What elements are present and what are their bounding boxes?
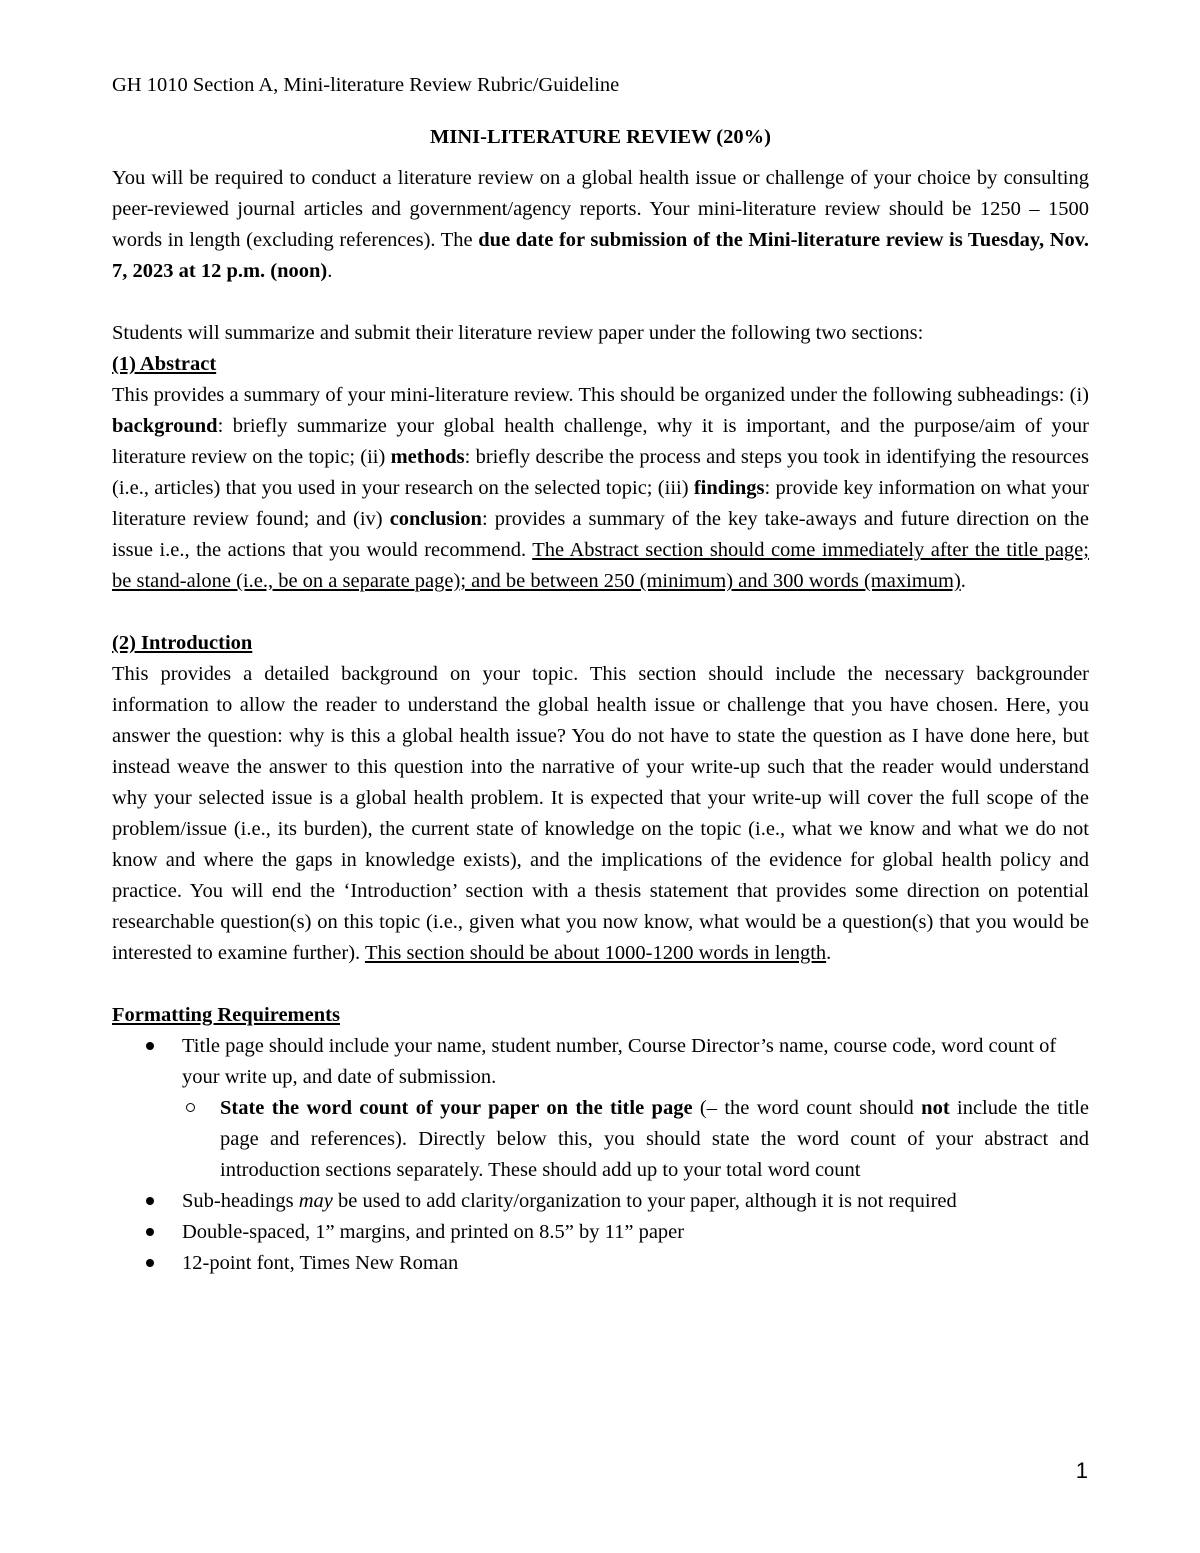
intro-paragraph [112, 163, 1089, 287]
spacer [112, 287, 1089, 318]
formatting-list [112, 1031, 1089, 1279]
introduction-requirement: This section should be about 1000-1200 words in length [364, 942, 827, 964]
abstract-end: . [960, 570, 966, 592]
keyword-findings: findings [693, 477, 765, 499]
word-count-text-1: (– the word count should [692, 1097, 922, 1119]
abstract-text-1: This provides a summary of your mini-literature review. This should be organized under the following subheadings: (i) [112, 384, 1089, 406]
bullet-subheadings-may: may [298, 1190, 333, 1212]
introduction-end: . [826, 942, 832, 964]
list-item [112, 1186, 1089, 1217]
sections-intro: Students will summarize and submit their literature review paper under the following two sections: [112, 322, 924, 344]
keyword-conclusion: conclusion [389, 508, 482, 530]
page-number: 1 [1075, 1458, 1088, 1483]
word-count-instruction: State the word count of your paper on the title page [220, 1097, 693, 1119]
keyword-methods: methods [390, 446, 465, 468]
abstract-text-4: : provide key information on what your literature review found; and (iv) [112, 477, 1089, 530]
bullet-title-page: Title page should include your name, student number, Course Director’s name, course code, word count of your write up, and date of submission. [182, 1035, 1057, 1088]
bullet-font: 12-point font, Times New Roman [182, 1252, 459, 1274]
intro-end: . [327, 260, 333, 282]
abstract-heading: (1) Abstract [112, 353, 217, 375]
abstract-text-2: : briefly summarize your global health challenge, why it is important, and the purpose/aim of your literature review on the topic; (ii) [112, 415, 1089, 468]
spacer [112, 969, 1089, 1000]
bullet-subheadings-2: be used to add clarity/organization to your paper, although it is not required [332, 1190, 957, 1212]
introduction-heading: (2) Introduction [112, 632, 253, 654]
abstract-text-5: : provides a summary of the key take-aways and future direction on the issue i.e., the actions that you would recommend. [112, 508, 1090, 561]
formatting-sublist [182, 1093, 1089, 1186]
document-title: MINI-LITERATURE REVIEW (20%) [430, 126, 771, 148]
abstract-text-3: : briefly describe the process and steps you took in identifying the resources (i.e., articles) that you used in your research on the selected topic; (iii) [112, 446, 1090, 499]
list-item [112, 1217, 1089, 1248]
word-count-not: not [921, 1097, 950, 1119]
spacer [112, 597, 1089, 628]
list-item [112, 1248, 1089, 1279]
page-content [112, 72, 1089, 1279]
list-item [182, 1093, 1089, 1186]
word-count-text-2: include the title page and references). Directly below this, you should state the word count of your abstract and introduction sections separately. These should add up to your total word count [220, 1097, 1089, 1181]
due-date-text: due date for submission of the Mini-literature review is Tuesday, Nov. 7, 2023 at 12 p.m. (noon) [112, 229, 1090, 282]
introduction-paragraph [112, 659, 1089, 969]
keyword-background: background [112, 415, 218, 437]
abstract-paragraph [112, 380, 1089, 597]
document-header: GH 1010 Section A, Mini-literature Review Rubric/Guideline [112, 74, 620, 96]
formatting-heading: Formatting Requirements [112, 1004, 340, 1026]
intro-text: You will be required to conduct a literature review on a global health issue or challenge of your choice by consulting peer-reviewed journal articles and government/agency reports. Your mini-literature review should be 1250 – 1500 words in length (excluding references). The [112, 167, 1089, 251]
bullet-subheadings-1: Sub-headings [182, 1190, 299, 1212]
list-item [112, 1031, 1089, 1186]
introduction-text: This provides a detailed background on your topic. This section should include the necessary backgrounder information to allow the reader to understand the global health issue or challenge that you have chosen. Here, you answer the question: why is this a global health issue? You do not have to state the question as I have done here, but instead weave the answer to this question into the narrative of your write-up such that the reader would understand why your selected issue is a global health problem. It is expected that your write-up will cover the full scope of the problem/issue (i.e., its burden), the current state of knowledge on the topic (i.e., what we know and what we do not know and where the gaps in knowledge exists), and the implications of the evidence for global health policy and practice. You will end the ‘Introduction’ section with a thesis statement that provides some direction on potential researchable question(s) on this topic (i.e., given what you now know, what would be a question(s) that you would be interested to examine further). [112, 663, 1089, 964]
bullet-spacing: Double-spaced, 1” margins, and printed on 8.5” by 11” paper [182, 1221, 685, 1243]
abstract-requirement: The Abstract section should come immediately after the title page; be stand-alone (i.e., be on a separate page); and be between 250 (minimum) and 300 words (maximum) [112, 539, 1089, 592]
